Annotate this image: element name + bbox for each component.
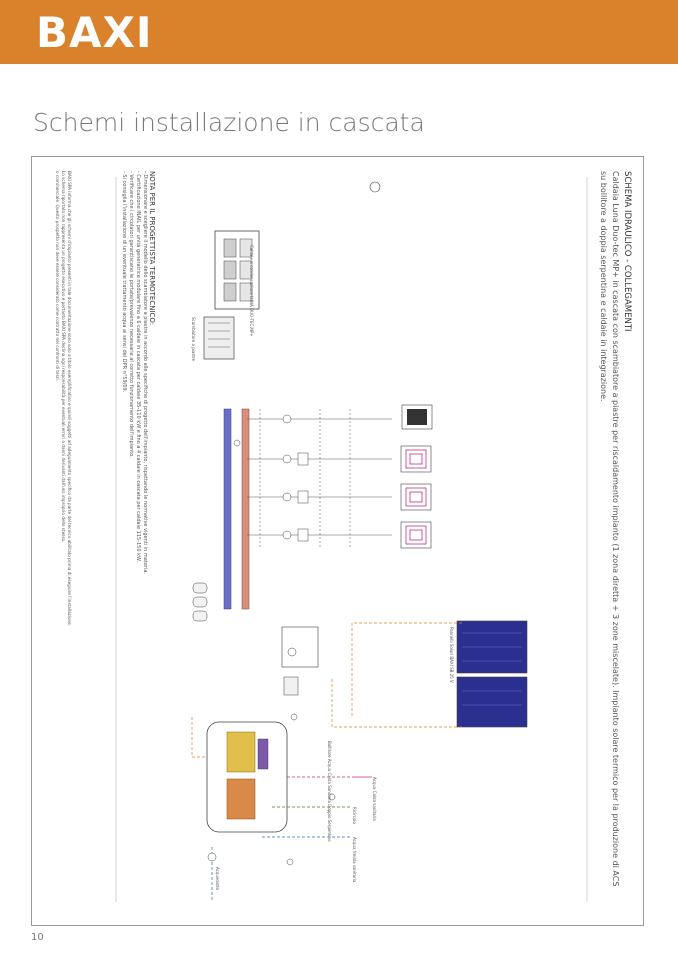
disclaimer-line2: Lo schema riportato non rappresenta un progetto esecutivo e pertanto BAXI SPA declina ogni responsabilità per eventuali errori o danni derivanti dall'uso improprio dello stesso. — [61, 171, 66, 543]
manifold-hot — [242, 409, 249, 609]
zone-pumps — [283, 415, 308, 541]
underfloor-zones — [401, 446, 431, 548]
page-title: Schemi installazione in cascata — [33, 108, 425, 137]
page-number: 10 — [31, 932, 44, 943]
dhw-tank — [207, 722, 287, 832]
label-cold-water: Acqua fredda sanitaria — [352, 837, 357, 883]
schema-heading: SCHEMA IDRAULICO - COLLEGAMENTI — [622, 171, 632, 332]
solar-station — [282, 627, 318, 695]
hydraulic-diagram — [32, 157, 644, 926]
note-item-1: - Dimensionare e scegliere il modello dello scambiatore a piastre in accordo alle specifiche di progetto dell'impianto, rispettando le normative vigenti in materia. — [142, 171, 148, 574]
note-item-4: - Si consiglia l'installazione di un eventuale trattamento acqua ai sensi del DPR n°59/09. — [121, 171, 127, 393]
boiler-cascade — [215, 182, 380, 309]
manifold-cold — [224, 409, 231, 609]
radiator — [402, 405, 432, 429]
schema-frame — [31, 156, 644, 926]
label-recirc: Ricircolo — [352, 807, 357, 824]
label-exchanger: Scambiatore a piastre — [191, 317, 196, 361]
schema-description-line2: su bollitore a doppia serpentina e caldaie in integrazione. — [599, 171, 608, 402]
zone-circuits — [247, 409, 392, 549]
disclaimer-line3: o commerciale. Questo prospetto non deve essere considerato come contratto nei confronti di terzi. — [55, 171, 60, 381]
label-inlet: Acquedotto — [215, 867, 220, 890]
label-boilers: Caldaie a condensazione LUNA DUO-TEC MP+ — [249, 245, 254, 337]
label-tank: Bollitore Acqua Calda Sanitaria Doppio Serpentino — [327, 741, 332, 842]
note-heading: NOTA PER IL PROGETTISTA TERMOTECNICO: — [148, 171, 156, 326]
header-bar — [0, 0, 678, 64]
expansion-vessels — [193, 583, 207, 621]
note-item-3: - Verificare che i circolatori garantiscano le portate/prevalenze necessarie al corretto funzionamento dell'impianto. — [128, 171, 134, 458]
note-item-2: - Certificazione INAIL per unità generatrice modulare fino a 6 caldaie in cascata per caldaie 35-110 kW e fino a 4 caldaie in cascata per caldaie 115-150 kW. — [135, 171, 141, 562]
schema-description-line1: Caldaia Luna Duo-tec MP+ in cascata con scambiatore a piastre per riscaldamento impianto (1 zona diretta + 3 zone miscelate). Impianto solare termico per la produzione di ACS — [611, 171, 620, 887]
baxi-logo: BAXI — [36, 8, 153, 57]
disclaimer-line1: BAXI SPA informa che gli schemi d'impianto presenti in tale documentazione sono solo a titolo esemplificativo e quindi soggetti ad adeguamento specifico da parte del tecnico abilitato prima di eseguire l'installazione. — [67, 171, 72, 627]
solar-panels — [457, 621, 527, 727]
label-hot-water: Acqua Calda sanitaria — [372, 777, 377, 821]
plate-exchanger — [204, 317, 234, 359]
label-solar: Pannelli Solari BAXI SB 25 V — [449, 627, 454, 683]
